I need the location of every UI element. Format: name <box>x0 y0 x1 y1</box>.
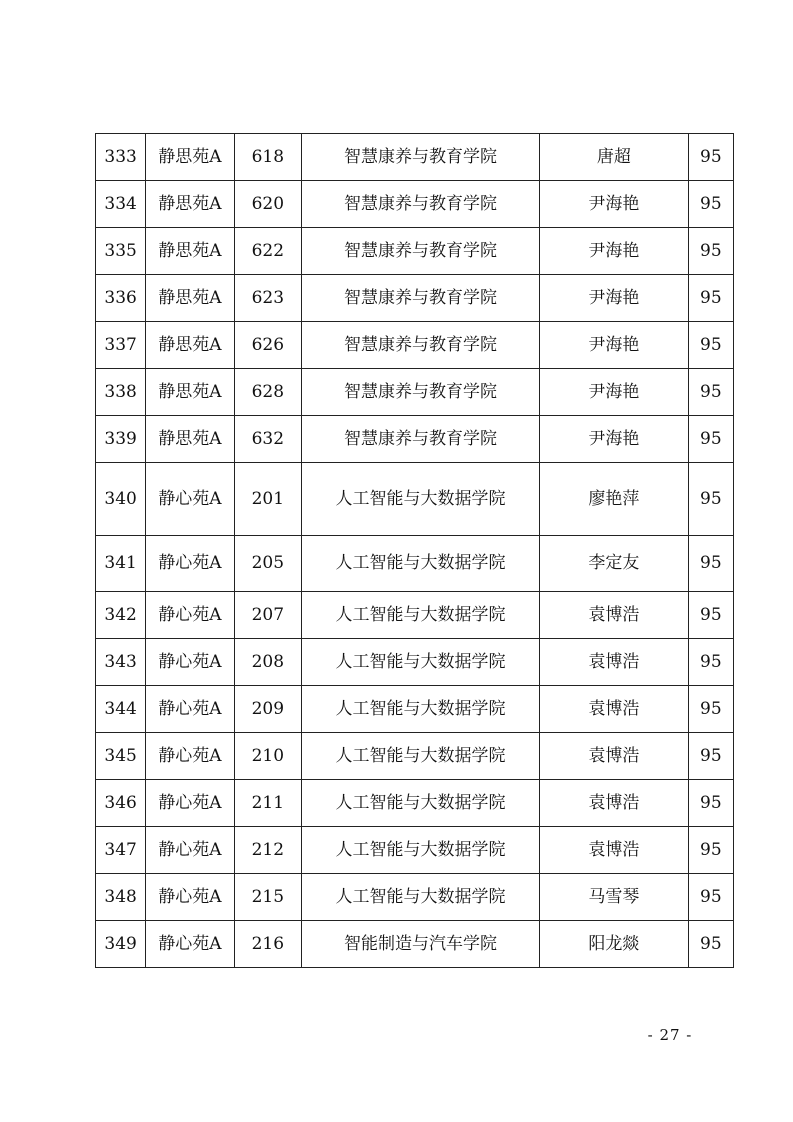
row-number-cell: 345 <box>96 733 146 780</box>
advisor-cell: 袁博浩 <box>540 780 689 827</box>
row-number-cell: 333 <box>96 134 146 181</box>
advisor-cell: 袁博浩 <box>540 639 689 686</box>
table-row <box>96 228 734 275</box>
room-cell: 205 <box>234 536 301 592</box>
row-number-cell: 342 <box>96 592 146 639</box>
building-cell: 静思苑A <box>146 369 234 416</box>
score-cell: 95 <box>688 228 733 275</box>
room-cell: 216 <box>234 921 301 968</box>
building-cell: 静思苑A <box>146 275 234 322</box>
score-cell: 95 <box>688 536 733 592</box>
college-cell: 智慧康养与教育学院 <box>301 134 539 181</box>
table-row <box>96 592 734 639</box>
room-cell: 208 <box>234 639 301 686</box>
dormitory-score-table <box>95 133 734 968</box>
room-cell: 618 <box>234 134 301 181</box>
score-cell: 95 <box>688 463 733 536</box>
table-row <box>96 639 734 686</box>
building-cell: 静心苑A <box>146 874 234 921</box>
college-cell: 智慧康养与教育学院 <box>301 181 539 228</box>
college-cell: 人工智能与大数据学院 <box>301 780 539 827</box>
room-cell: 632 <box>234 416 301 463</box>
college-cell: 智慧康养与教育学院 <box>301 369 539 416</box>
room-cell: 620 <box>234 181 301 228</box>
college-cell: 人工智能与大数据学院 <box>301 592 539 639</box>
building-cell: 静思苑A <box>146 181 234 228</box>
page-number: - 27 - <box>647 1026 693 1044</box>
room-cell: 209 <box>234 686 301 733</box>
college-cell: 人工智能与大数据学院 <box>301 733 539 780</box>
score-cell: 95 <box>688 275 733 322</box>
college-cell: 人工智能与大数据学院 <box>301 874 539 921</box>
table-row <box>96 874 734 921</box>
building-cell: 静心苑A <box>146 921 234 968</box>
college-cell: 智慧康养与教育学院 <box>301 416 539 463</box>
table-row <box>96 134 734 181</box>
score-cell: 95 <box>688 416 733 463</box>
row-number-cell: 347 <box>96 827 146 874</box>
building-cell: 静思苑A <box>146 134 234 181</box>
building-cell: 静心苑A <box>146 686 234 733</box>
table-row <box>96 536 734 592</box>
row-number-cell: 349 <box>96 921 146 968</box>
college-cell: 人工智能与大数据学院 <box>301 827 539 874</box>
college-cell: 智慧康养与教育学院 <box>301 228 539 275</box>
row-number-cell: 336 <box>96 275 146 322</box>
row-number-cell: 334 <box>96 181 146 228</box>
advisor-cell: 阳龙燚 <box>540 921 689 968</box>
score-cell: 95 <box>688 874 733 921</box>
score-cell: 95 <box>688 921 733 968</box>
score-cell: 95 <box>688 134 733 181</box>
room-cell: 207 <box>234 592 301 639</box>
advisor-cell: 尹海艳 <box>540 322 689 369</box>
advisor-cell: 廖艳萍 <box>540 463 689 536</box>
table-row <box>96 322 734 369</box>
college-cell: 智能制造与汽车学院 <box>301 921 539 968</box>
row-number-cell: 338 <box>96 369 146 416</box>
building-cell: 静思苑A <box>146 322 234 369</box>
score-cell: 95 <box>688 592 733 639</box>
table-row <box>96 181 734 228</box>
table-row <box>96 686 734 733</box>
room-cell: 211 <box>234 780 301 827</box>
score-cell: 95 <box>688 686 733 733</box>
score-cell: 95 <box>688 780 733 827</box>
building-cell: 静思苑A <box>146 228 234 275</box>
table-row <box>96 463 734 536</box>
building-cell: 静心苑A <box>146 733 234 780</box>
building-cell: 静心苑A <box>146 536 234 592</box>
college-cell: 智慧康养与教育学院 <box>301 322 539 369</box>
advisor-cell: 李定友 <box>540 536 689 592</box>
building-cell: 静心苑A <box>146 639 234 686</box>
college-cell: 人工智能与大数据学院 <box>301 686 539 733</box>
row-number-cell: 346 <box>96 780 146 827</box>
advisor-cell: 尹海艳 <box>540 416 689 463</box>
advisor-cell: 尹海艳 <box>540 181 689 228</box>
college-cell: 人工智能与大数据学院 <box>301 463 539 536</box>
score-cell: 95 <box>688 369 733 416</box>
row-number-cell: 343 <box>96 639 146 686</box>
row-number-cell: 339 <box>96 416 146 463</box>
row-number-cell: 337 <box>96 322 146 369</box>
advisor-cell: 袁博浩 <box>540 686 689 733</box>
table-row <box>96 275 734 322</box>
table-row <box>96 416 734 463</box>
building-cell: 静思苑A <box>146 416 234 463</box>
row-number-cell: 348 <box>96 874 146 921</box>
advisor-cell: 袁博浩 <box>540 592 689 639</box>
building-cell: 静心苑A <box>146 592 234 639</box>
room-cell: 215 <box>234 874 301 921</box>
advisor-cell: 马雪琴 <box>540 874 689 921</box>
table-row <box>96 369 734 416</box>
score-cell: 95 <box>688 639 733 686</box>
score-cell: 95 <box>688 733 733 780</box>
college-cell: 智慧康养与教育学院 <box>301 275 539 322</box>
table-row <box>96 921 734 968</box>
row-number-cell: 344 <box>96 686 146 733</box>
room-cell: 212 <box>234 827 301 874</box>
room-cell: 623 <box>234 275 301 322</box>
college-cell: 人工智能与大数据学院 <box>301 639 539 686</box>
advisor-cell: 尹海艳 <box>540 228 689 275</box>
table-row <box>96 780 734 827</box>
score-cell: 95 <box>688 827 733 874</box>
college-cell: 人工智能与大数据学院 <box>301 536 539 592</box>
score-cell: 95 <box>688 181 733 228</box>
table-row <box>96 827 734 874</box>
row-number-cell: 340 <box>96 463 146 536</box>
advisor-cell: 唐超 <box>540 134 689 181</box>
room-cell: 201 <box>234 463 301 536</box>
row-number-cell: 335 <box>96 228 146 275</box>
table-row <box>96 733 734 780</box>
score-cell: 95 <box>688 322 733 369</box>
room-cell: 628 <box>234 369 301 416</box>
building-cell: 静心苑A <box>146 463 234 536</box>
row-number-cell: 341 <box>96 536 146 592</box>
room-cell: 622 <box>234 228 301 275</box>
advisor-cell: 袁博浩 <box>540 827 689 874</box>
room-cell: 210 <box>234 733 301 780</box>
advisor-cell: 袁博浩 <box>540 733 689 780</box>
building-cell: 静心苑A <box>146 827 234 874</box>
room-cell: 626 <box>234 322 301 369</box>
advisor-cell: 尹海艳 <box>540 275 689 322</box>
advisor-cell: 尹海艳 <box>540 369 689 416</box>
building-cell: 静心苑A <box>146 780 234 827</box>
